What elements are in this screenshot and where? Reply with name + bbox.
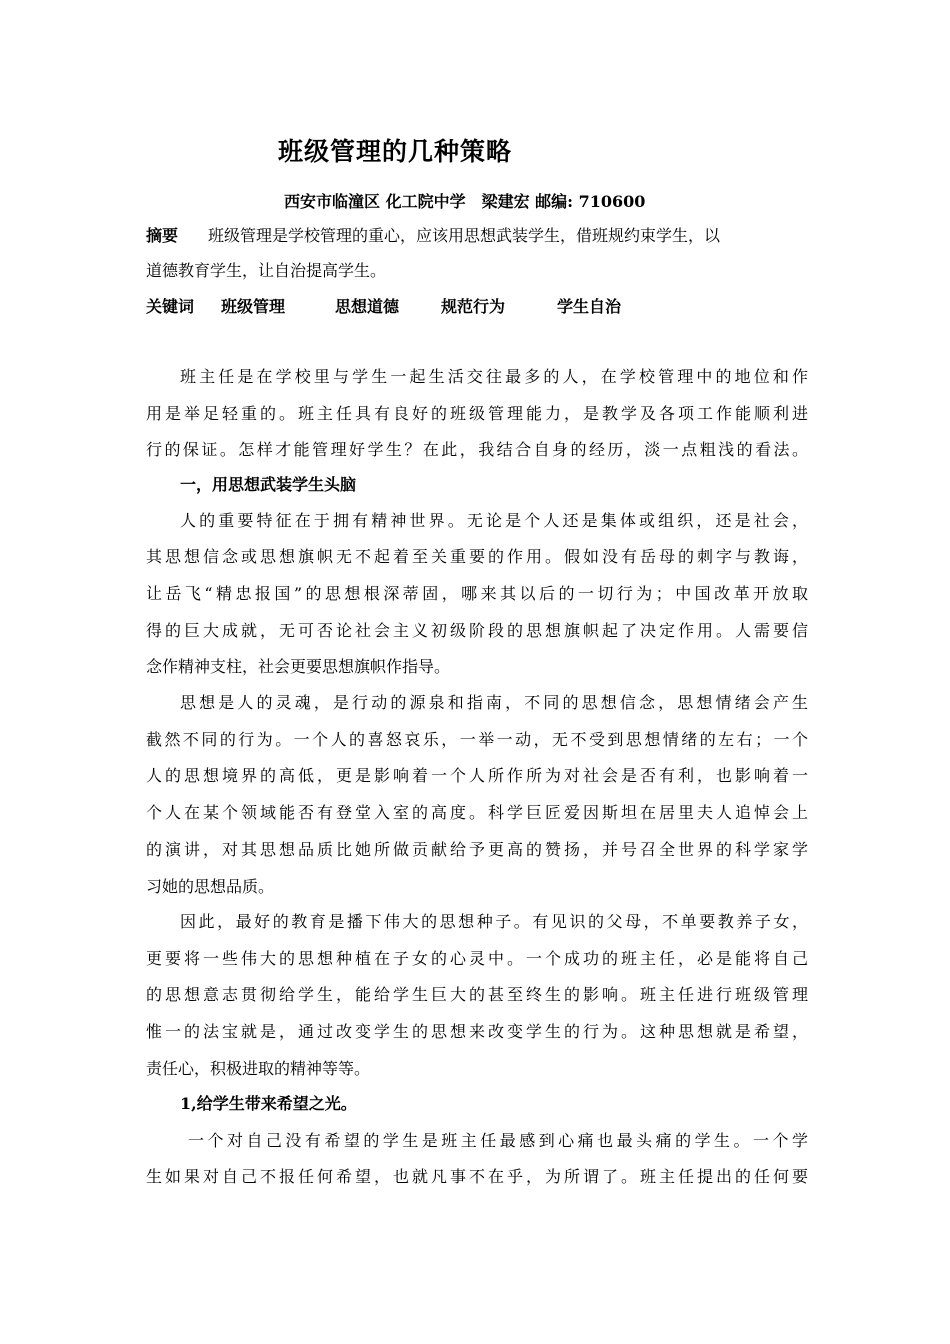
paragraph-line: 生如果对自己不报任何希望，也就凡事不在乎，为所谓了。班主任提出的任何要 [146, 1167, 808, 1186]
paragraph-line: 念作精神支柱，社会更要思想旗帜作指导。 [146, 657, 451, 676]
paragraph-line: 截然不同的行为。一个人的喜怒哀乐，一举一动，无不受到思想情绪的左右；一个 [146, 730, 808, 749]
paragraph-line: 因此，最好的教育是播下伟大的思想种子。有见识的父母，不单要教养子女， [180, 912, 808, 931]
paragraph-line: 的演讲，对其思想品质比她所做贡献给予更高的赞扬，并号召全世界的科学家学 [146, 840, 808, 859]
author-byline: 西安市临潼区 化工院中学 梁建宏 邮编: 710600 [284, 192, 646, 211]
paragraph-line: 行的保证。怎样才能管理好学生？在此，我结合自身的经历，淡一点粗浅的看法。 [146, 440, 808, 459]
paragraph-line: 让岳飞“精忠报国”的思想根深蒂固，哪来其以后的一切行为；中国改革开放取 [146, 584, 808, 603]
paragraph-line: 更要将一些伟大的思想种植在子女的心灵中。一个成功的班主任，必是能将自己 [146, 949, 808, 968]
keyword-item: 思想道德 [335, 297, 400, 316]
paragraph-line: 班主任是在学校里与学生一起生活交往最多的人，在学校管理中的地位和作 [180, 367, 808, 386]
paragraph-line: 人的重要特征在于拥有精神世界。无论是个人还是集体或组织，还是社会， [180, 511, 808, 530]
paragraph-line: 个人在某个领域能否有登堂入室的高度。科学巨匠爱因斯坦在居里夫人追悼会上 [146, 803, 808, 822]
section-heading: 一，用思想武装学生头脑 [180, 475, 357, 494]
abstract-line-1 [146, 225, 808, 247]
paragraph-line: 用是举足轻重的。班主任具有良好的班级管理能力，是教学及各项工作能顺利进 [146, 404, 808, 423]
paragraph-line: 其思想信念或思想旗帜无不起着至关重要的作用。假如没有岳母的刺字与教诲， [146, 547, 808, 566]
paragraph-line: 人的思想境界的高低，更是影响着一个人所作所为对社会是否有利，也影响着一 [146, 766, 808, 785]
paragraph-line: 一个对自己没有希望的学生是班主任最感到心痛也最头痛的学生。一个学 [188, 1131, 808, 1150]
paragraph-line: 责任心，积极进取的精神等等。 [146, 1059, 371, 1078]
subsection-heading: 1,给学生带来希望之光。 [180, 1094, 357, 1113]
abstract-text-1: 班级管理是学校管理的重心，应该用思想武装学生，借班规约束学生，以 [208, 226, 721, 245]
keyword-item: 学生自治 [557, 297, 622, 316]
paragraph-line: 习她的思想品质。 [146, 877, 275, 896]
keyword-item: 班级管理 [221, 297, 286, 316]
paragraph-line: 惟一的法宝就是，通过改变学生的思想来改变学生的行为。这种思想就是希望， [146, 1022, 808, 1041]
keywords-label: 关键词 [146, 297, 195, 316]
abstract-label: 摘要 [146, 226, 179, 245]
paragraph-line: 思想是人的灵魂，是行动的源泉和指南，不同的思想信念，思想情绪会产生 [180, 693, 808, 712]
paragraph-line: 得的巨大成就，无可否论社会主义初级阶段的思想旗帜起了决定作用。人需要信 [146, 621, 808, 640]
abstract-line-2: 道德教育学生，让自治提高学生。 [146, 261, 387, 280]
paragraph-line: 的思想意志贯彻给学生，能给学生巨大的甚至终生的影响。班主任进行班级管理 [146, 985, 808, 1004]
document-title: 班级管理的几种策略 [278, 137, 513, 166]
keywords-line [146, 296, 808, 318]
keyword-item: 规范行为 [441, 297, 506, 316]
